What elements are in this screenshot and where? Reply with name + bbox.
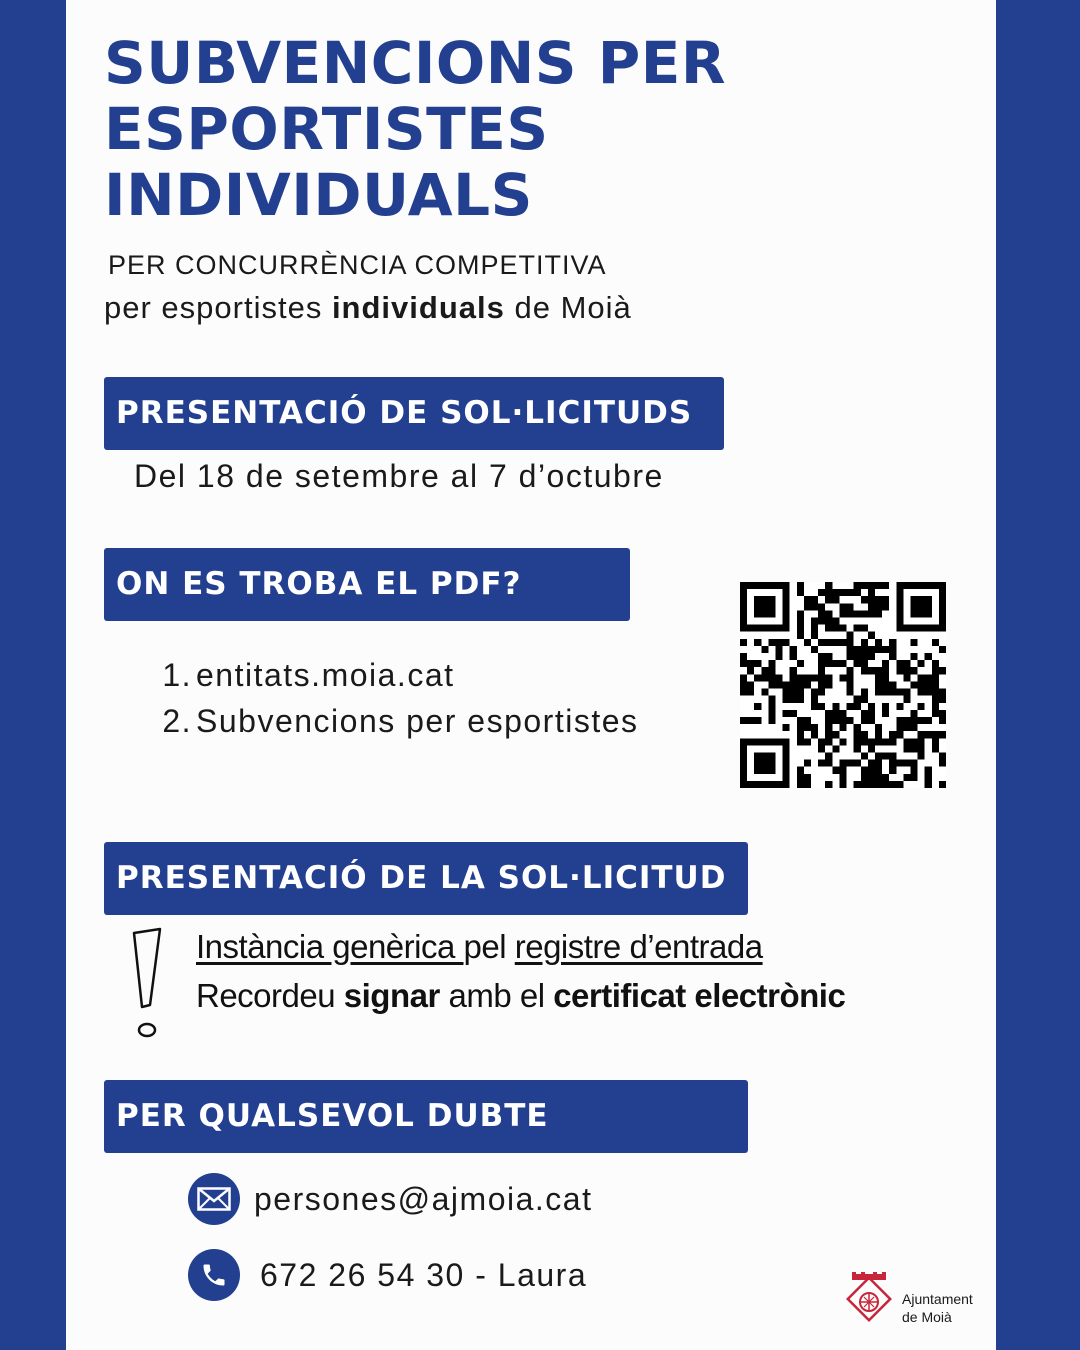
logo-text [902, 1290, 973, 1326]
reminder-sign: signar [343, 977, 440, 1014]
list-item [152, 652, 639, 698]
title-line-3: INDIVIDUALS [104, 161, 533, 229]
poster-panel [66, 0, 996, 1350]
subline-post: de Moià [504, 290, 632, 325]
instancia-generica-link[interactable]: Instància genèrica [196, 928, 464, 965]
applications-heading: PRESENTACIÓ DE SOL·LICITUDS [104, 377, 724, 450]
list-item [152, 698, 639, 744]
registre-entrada-link[interactable]: registre d’entrada [514, 928, 763, 965]
pdf-heading: ON ES TROBA EL PDF? [104, 548, 630, 621]
coat-of-arms-icon [844, 1272, 894, 1332]
title-line-2: ESPORTISTES [104, 95, 549, 163]
subtitle: PER CONCURRÈNCIA COMPETITIVA [108, 250, 607, 280]
title-line-1: SUBVENCIONS PER [104, 29, 727, 97]
submission-line-2 [196, 977, 845, 1015]
email-contact [188, 1172, 592, 1226]
reminder-pre: Recordeu [196, 977, 344, 1014]
pdf-steps-list [152, 652, 639, 744]
step-subvencions: Subvencions per esportistes [196, 703, 639, 739]
email-address[interactable]: persones@ajmoia.cat [254, 1180, 593, 1217]
subline-pre: per esportistes [104, 290, 332, 325]
subline [104, 290, 632, 326]
subline-bold: individuals [331, 290, 505, 325]
envelope-icon [188, 1173, 240, 1225]
step-number: 1. [162, 657, 192, 693]
submission-heading: PRESENTACIÓ DE LA SOL·LICITUD [104, 842, 748, 915]
reminder-certificate: certificat electrònic [553, 977, 846, 1014]
step-link-entitats[interactable]: entitats.moia.cat [196, 657, 455, 693]
logo-line-1: Ajuntament [902, 1291, 973, 1307]
submission-mid: pel [463, 928, 515, 965]
poster-title [104, 30, 726, 228]
contact-heading: PER QUALSEVOL DUBTE [104, 1080, 748, 1153]
application-dates: Del 18 de setembre al 7 d’octubre [134, 458, 664, 494]
phone-number[interactable]: 672 26 54 30 - Laura [260, 1256, 588, 1293]
step-number: 2. [162, 703, 192, 739]
ajuntament-logo [844, 1272, 1004, 1332]
submission-line-1 [196, 928, 763, 966]
reminder-mid: amb el [439, 977, 554, 1014]
qr-code-icon[interactable] [740, 582, 946, 788]
phone-contact [188, 1248, 587, 1302]
logo-line-2: de Moià [902, 1309, 952, 1325]
exclamation-icon [126, 925, 170, 1047]
phone-icon [188, 1249, 240, 1301]
